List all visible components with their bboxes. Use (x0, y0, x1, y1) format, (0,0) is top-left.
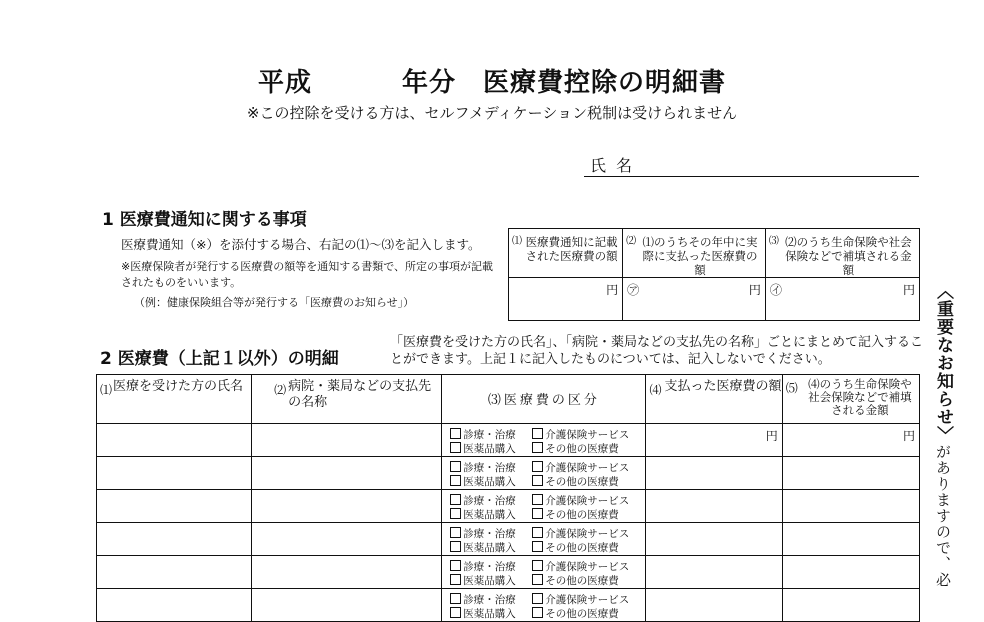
paid-amount-cell[interactable] (646, 556, 782, 589)
payee-name-cell[interactable] (252, 523, 442, 556)
category-cell: 診療・治療 介護保険サービス 医薬品購入 その他の医療費 (442, 424, 646, 457)
payee-name-cell[interactable] (252, 424, 442, 457)
checkbox[interactable] (450, 475, 461, 486)
notice-table (508, 228, 920, 321)
notice-col-1-header: ⑴ 医療費通知に記載された医療費の額 (509, 229, 623, 278)
payee-name-cell[interactable] (252, 490, 442, 523)
checkbox[interactable] (450, 461, 461, 472)
section1-note: ※医療保険者が発行する医療費の額等を通知する書類で、所定の事項が記載されたものをいいます。 (121, 260, 493, 289)
detail-col-paid: ⑷ 支払った医療費の額 (646, 375, 782, 424)
checkbox[interactable] (532, 428, 543, 439)
checkbox[interactable] (532, 560, 543, 571)
subtitle: ※この控除を受ける方は、セルフメディケーション税制は受けられません (246, 104, 738, 122)
detail-col-category: ⑶医療費の区分 (442, 375, 646, 424)
recipient-name-cell[interactable] (97, 424, 252, 457)
side-notice (934, 282, 956, 588)
reimbursed-amount-cell[interactable] (782, 556, 919, 589)
section2-heading: 2 医療費（上記１以外）の明細 (100, 349, 339, 369)
checkbox[interactable] (532, 508, 543, 519)
reimbursed-amount-cell[interactable]: 円 (782, 424, 919, 457)
detail-col-payee: ⑵ 病院・薬局などの支払先の名称 (252, 375, 442, 424)
recipient-name-cell[interactable] (97, 556, 252, 589)
checkbox[interactable] (450, 541, 461, 552)
checkbox[interactable] (450, 508, 461, 519)
notice-amount-2[interactable]: ㋐ 円 (623, 278, 766, 321)
notice-col-3-header: ⑶ ⑵のうち生命保険や社会保険などで補填される金額 (765, 229, 919, 278)
checkbox[interactable] (532, 607, 543, 618)
reimbursed-amount-cell[interactable] (782, 490, 919, 523)
checkbox[interactable] (450, 428, 461, 439)
side-notice-bold: 〈重要なお知らせ〉 (933, 282, 953, 444)
detail-row (97, 457, 920, 490)
section1-heading: 1 医療費通知に関する事項 (102, 210, 307, 230)
detail-table (96, 374, 920, 622)
detail-col-reimbursed: ⑸ ⑷のうち生命保険や社会保険などで補填される金額 (782, 375, 919, 424)
checkbox[interactable] (532, 574, 543, 585)
recipient-name-cell[interactable] (97, 589, 252, 622)
name-label: 氏名 (590, 156, 643, 175)
checkbox[interactable] (532, 541, 543, 552)
detail-row (97, 490, 920, 523)
payee-name-cell[interactable] (252, 589, 442, 622)
detail-row (97, 523, 920, 556)
checkbox[interactable] (532, 442, 543, 453)
section1-description: 医療費通知（※）を添付する場合、右記の⑴〜⑶を記入します。 (121, 237, 481, 252)
detail-row (97, 424, 920, 457)
checkbox[interactable] (450, 494, 461, 505)
paid-amount-cell[interactable] (646, 457, 782, 490)
notice-amount-3[interactable]: ㋑ 円 (765, 278, 919, 321)
checkbox[interactable] (532, 461, 543, 472)
notice-col-2-header: ⑵ ⑴のうちその年中に実際に支払った医療費の額 (623, 229, 766, 278)
checkbox[interactable] (450, 593, 461, 604)
payee-name-cell[interactable] (252, 457, 442, 490)
title-era: 平成 (257, 68, 312, 98)
paid-amount-cell[interactable] (646, 523, 782, 556)
section1-example: （例：健康保険組合等が発行する「医療費のお知らせ」） (134, 296, 415, 309)
recipient-name-cell[interactable] (97, 490, 252, 523)
detail-row (97, 589, 920, 622)
notice-amount-1[interactable]: 円 (509, 278, 623, 321)
title-main: 年分 医療費控除の明細書 (402, 68, 727, 98)
category-cell: 診療・治療 介護保険サービス 医薬品購入 その他の医療費 (442, 457, 646, 490)
checkbox[interactable] (532, 527, 543, 538)
checkbox[interactable] (450, 527, 461, 538)
page-title (0, 62, 984, 99)
reimbursed-amount-cell[interactable] (782, 523, 919, 556)
paid-amount-cell[interactable]: 円 (646, 424, 782, 457)
category-cell: 診療・治療 介護保険サービス 医薬品購入 その他の医療費 (442, 523, 646, 556)
paid-amount-cell[interactable] (646, 589, 782, 622)
side-notice-rest: がありますので、必 (934, 444, 952, 588)
reimbursed-amount-cell[interactable] (782, 589, 919, 622)
checkbox[interactable] (450, 574, 461, 585)
reimbursed-amount-cell[interactable] (782, 457, 919, 490)
category-cell: 診療・治療 介護保険サービス 医薬品購入 その他の医療費 (442, 556, 646, 589)
checkbox[interactable] (532, 475, 543, 486)
checkbox[interactable] (532, 494, 543, 505)
section2-note: 「医療費を受けた方の氏名」、「病院・薬局などの支払先の名称」ごとにまとめて記入することができます。上記１に記入したものについては、記入しないでください。 (390, 335, 924, 367)
detail-row (97, 556, 920, 589)
category-cell: 診療・治療 介護保険サービス 医薬品購入 その他の医療費 (442, 490, 646, 523)
checkbox[interactable] (450, 442, 461, 453)
category-cell: 診療・治療 介護保険サービス 医薬品購入 その他の医療費 (442, 589, 646, 622)
detail-col-name: ⑴ 医療を受けた方の氏名 (97, 375, 252, 424)
checkbox[interactable] (450, 607, 461, 618)
recipient-name-cell[interactable] (97, 523, 252, 556)
checkbox[interactable] (532, 593, 543, 604)
payee-name-cell[interactable] (252, 556, 442, 589)
checkbox[interactable] (450, 560, 461, 571)
paid-amount-cell[interactable] (646, 490, 782, 523)
recipient-name-cell[interactable] (97, 457, 252, 490)
